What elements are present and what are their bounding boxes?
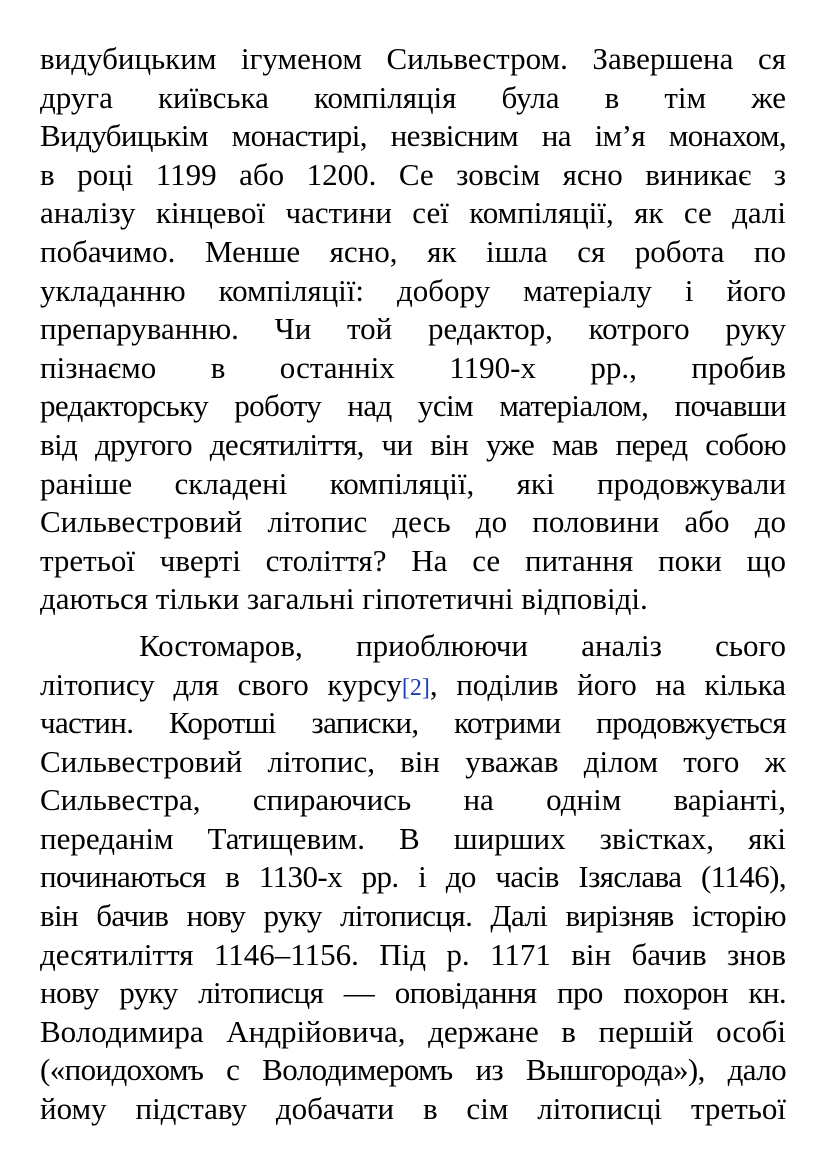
text-line: в році 1199 або 1200. Се зовсім ясно виникає з [40, 156, 786, 192]
text-line: пізнаємо в останніх 1190-х рр., пробив [40, 349, 786, 385]
text-line: Сильвестровий літопис десь до половини або до [40, 504, 786, 540]
text-line: Сильвестровий літопис, він уважав ділом того ж [40, 743, 786, 779]
text-line: третьої чверті століття? На се питання поки що [40, 542, 786, 578]
text-line: аналізу кінцевої частини сеї компіляції, як се далі [40, 195, 786, 231]
text-line: переданім Татищевим. В ширших звістках, які [40, 820, 786, 856]
text-line: редакторську роботу над усім матеріалом, почавши [40, 388, 786, 424]
text-line: препаруванню. Чи той редактор, котрого руку [40, 311, 786, 347]
paragraph-1 [40, 40, 786, 619]
text-line: від другого десятиліття, чи він уже мав перед собою [40, 426, 786, 462]
document-page [40, 40, 786, 1129]
text-line: він бачив нову руку літописця. Далі вирізняв історію [40, 898, 786, 934]
text-fragment: літопису для свого курсу [40, 666, 402, 702]
text-line: йому підставу добачати в сім літописці третьої [40, 1091, 786, 1127]
footnote-link[interactable]: [2] [401, 674, 430, 701]
paragraph-2 [40, 627, 786, 1129]
text-line: видубицьким ігуменом Сильвестром. Завершена ся [40, 41, 786, 76]
text-line-with-footnote [40, 666, 786, 705]
text-line: друга київська компіляція була в тім же [40, 79, 786, 115]
text-line: Костомаров, приоблюючи аналіз сього [139, 627, 786, 663]
text-line: Володимира Андрійовича, держане в першій особі [40, 1013, 786, 1049]
text-line: раніше складені компіляції, які продовжували [40, 465, 786, 501]
text-line: починаються в 1130-х рр. і до часів Ізяслава (1146), [40, 859, 786, 895]
text-line: десятиліття 1146–1156. Під р. 1171 він бачив знов [40, 936, 786, 972]
text-fragment: , поділив його на кілька [429, 666, 786, 702]
text-line: Видубицькім монастирі, незвісним на ім’я монахом, [40, 118, 786, 154]
text-line: побачимо. Менше ясно, як ішла ся робота по [40, 233, 786, 269]
text-line: даються тільки загальні гіпотетичні відповіді. [40, 581, 648, 617]
text-line: нову руку літописця — оповідання про похорон кн. [40, 975, 786, 1011]
text-line: укладанню компіляції: добору матеріалу і його [40, 272, 786, 308]
text-line: Сильвестра, спираючись на однім варіанті, [40, 782, 786, 818]
text-line: («поидохомъ с Володимеромъ из Вышгорода»), дало [40, 1052, 786, 1088]
text-line: частин. Коротші записки, котрими продовжується [40, 705, 786, 741]
